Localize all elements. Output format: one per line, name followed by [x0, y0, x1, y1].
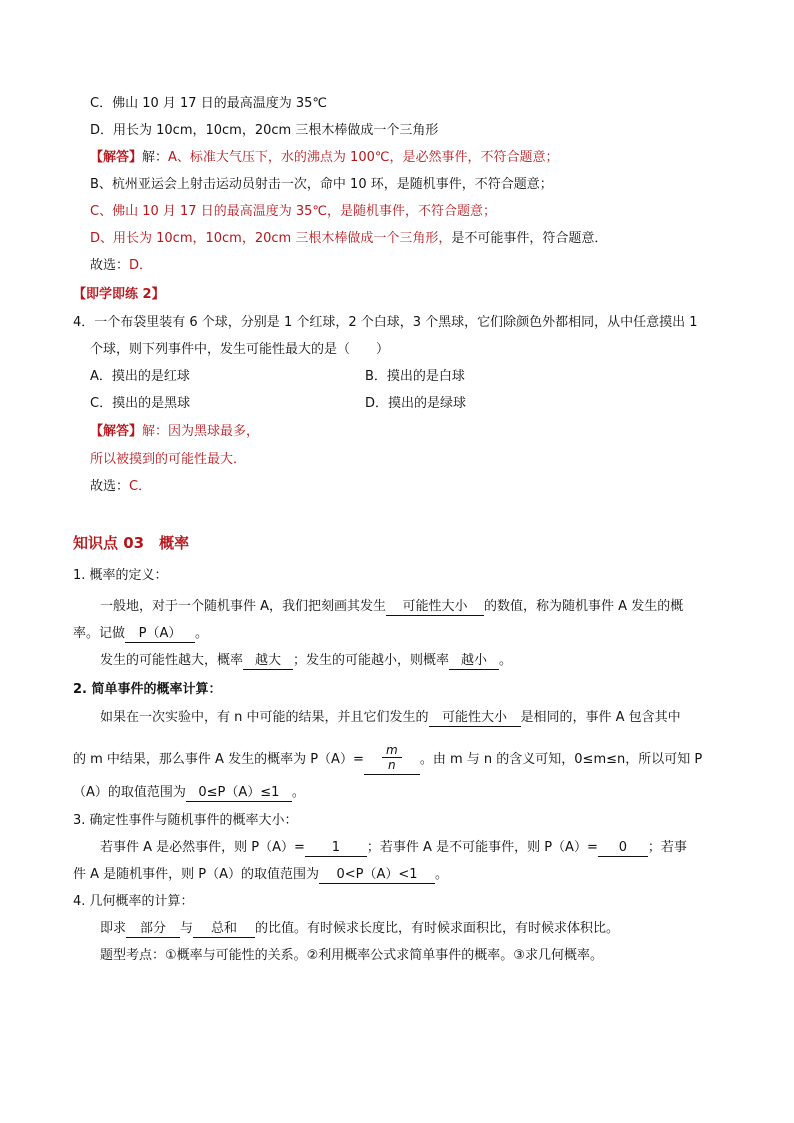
fill-blank: 总和: [193, 921, 255, 938]
text: 。: [291, 785, 305, 800]
fill-blank: 部分: [126, 921, 180, 938]
fill-blank: 1: [305, 840, 367, 857]
choose-value: D．: [129, 258, 153, 273]
fill-blank: P（A）: [125, 626, 195, 643]
answer-line-a: [90, 148, 558, 168]
fill-blank: 越小: [449, 653, 499, 670]
choose-line: [90, 256, 152, 276]
answer-line-d: [90, 229, 607, 249]
simple-line-3: [73, 783, 305, 803]
fill-blank: 0<P（A）<1: [319, 867, 435, 884]
text: 。: [195, 626, 209, 641]
option-d: D．摸出的是绿球: [365, 396, 467, 411]
compare-title: 3. 确定性事件与随机事件的概率大小：: [73, 813, 298, 828]
compare-line-2: [73, 865, 448, 885]
simple-title: 2. 简单事件的概率计算：: [73, 682, 222, 697]
answer-d-black: 是不可能事件，符合题意．: [451, 231, 608, 246]
topics-line: 题型考点：①概率与可能性的关系。②利用概率公式求简单事件的概率。③求几何概率。: [100, 948, 603, 963]
section-heading: 知识点 03 概率: [73, 534, 190, 552]
option-d: D．用长为 10cm，10cm，20cm 三根木棒做成一个三角形: [90, 123, 439, 138]
fill-blank: 越大: [243, 653, 293, 670]
answer-line-1: [90, 422, 259, 442]
answer-prefix: 解：: [142, 150, 169, 165]
fill-blank: 0≤P（A）≤1: [186, 785, 292, 802]
text: 率。记做: [73, 626, 126, 641]
answer-line-b: B、杭州亚运会上射击运动员射击一次，命中 10 环，是随机事件，不符合题意；: [90, 177, 553, 192]
fill-blank: 0: [598, 840, 648, 857]
choose-line: [90, 477, 151, 497]
fraction-blank: [364, 745, 420, 775]
answer-line-c: C、佛山 10 月 17 日的最高温度为 35℃，是随机事件，不符合题意；: [90, 204, 496, 219]
simple-line-2: [73, 745, 702, 775]
answer-text: 解：因为黑球最多，: [142, 424, 260, 439]
text: （A）的取值范围为: [73, 785, 186, 800]
fraction-denominator: n: [382, 757, 402, 772]
fill-blank: 可能性大小: [429, 710, 521, 727]
text: 。: [435, 867, 449, 882]
definition-line-3: [100, 651, 512, 671]
text: 是相同的，事件 A 包含其中: [520, 710, 681, 725]
text: 与: [180, 921, 194, 936]
definition-line-1: [100, 597, 683, 617]
fraction-numerator: m: [385, 743, 398, 757]
text: 即求: [100, 921, 127, 936]
practice-label: 【即学即练 2】: [73, 287, 165, 302]
compare-line-1: [100, 838, 687, 858]
definition-line-2: [73, 624, 208, 644]
text: ；若事件 A 是不可能事件，则 P（A）=: [366, 840, 598, 855]
fraction: [382, 743, 402, 772]
text: ；发生的可能越小，则概率: [293, 653, 450, 668]
answer-line-2: 所以被摸到的可能性最大．: [90, 452, 247, 467]
choose-prefix: 故选：: [90, 258, 130, 273]
definition-title: 1. 概率的定义：: [73, 568, 168, 583]
text: 的比值。有时候求长度比，有时候求面积比，有时候求体积比。: [255, 921, 620, 936]
text: 一般地，对于一个随机事件 A，我们把刻画其发生: [100, 599, 387, 614]
answer-tag: 【解答】: [90, 150, 143, 165]
geometric-title: 4. 几何概率的计算：: [73, 894, 194, 909]
fill-blank: 可能性大小: [386, 599, 484, 616]
answer-tag: 【解答】: [90, 424, 143, 439]
text: 若事件 A 是必然事件，则 P（A）=: [100, 840, 305, 855]
question-line-1: 4．一个布袋里装有 6 个球，分别是 1 个红球，2 个白球，3 个黑球，它们除颜色外都相同，从中任意摸出 1: [73, 315, 698, 330]
text: 的 m 中结果，那么事件 A 发生的概率为 P（A）=: [73, 752, 364, 767]
question-line-2: 个球，则下列事件中，发生可能性最大的是（ ）: [90, 342, 390, 357]
answer-d-red: D、用长为 10cm，10cm，20cm 三根木棒做成一个三角形，: [90, 231, 452, 246]
text: 。: [499, 653, 513, 668]
text: 。由 m 与 n 的含义可知，0≤m≤n，所以可知 P: [419, 752, 703, 767]
geometric-line-1: [100, 919, 619, 939]
text: 的数值，称为随机事件 A 发生的概: [484, 599, 684, 614]
option-b: B．摸出的是白球: [365, 369, 465, 384]
simple-line-1: [100, 708, 681, 728]
option-a: A．摸出的是红球: [90, 369, 190, 384]
text: 如果在一次实验中，有 n 中可能的结果，并且它们发生的: [100, 710, 429, 725]
text: ；若事: [647, 840, 687, 855]
text: 发生的可能性越大，概率: [100, 653, 244, 668]
option-c: C．佛山 10 月 17 日的最高温度为 35℃: [90, 96, 327, 111]
option-c: C．摸出的是黑球: [90, 396, 191, 411]
text: 件 A 是随机事件，则 P（A）的取值范围为: [73, 867, 320, 882]
answer-a-text: A、标准大气压下，水的沸点为 100℃，是必然事件，不符合题意；: [168, 150, 559, 165]
choose-value: C．: [129, 479, 152, 494]
choose-prefix: 故选：: [90, 479, 130, 494]
